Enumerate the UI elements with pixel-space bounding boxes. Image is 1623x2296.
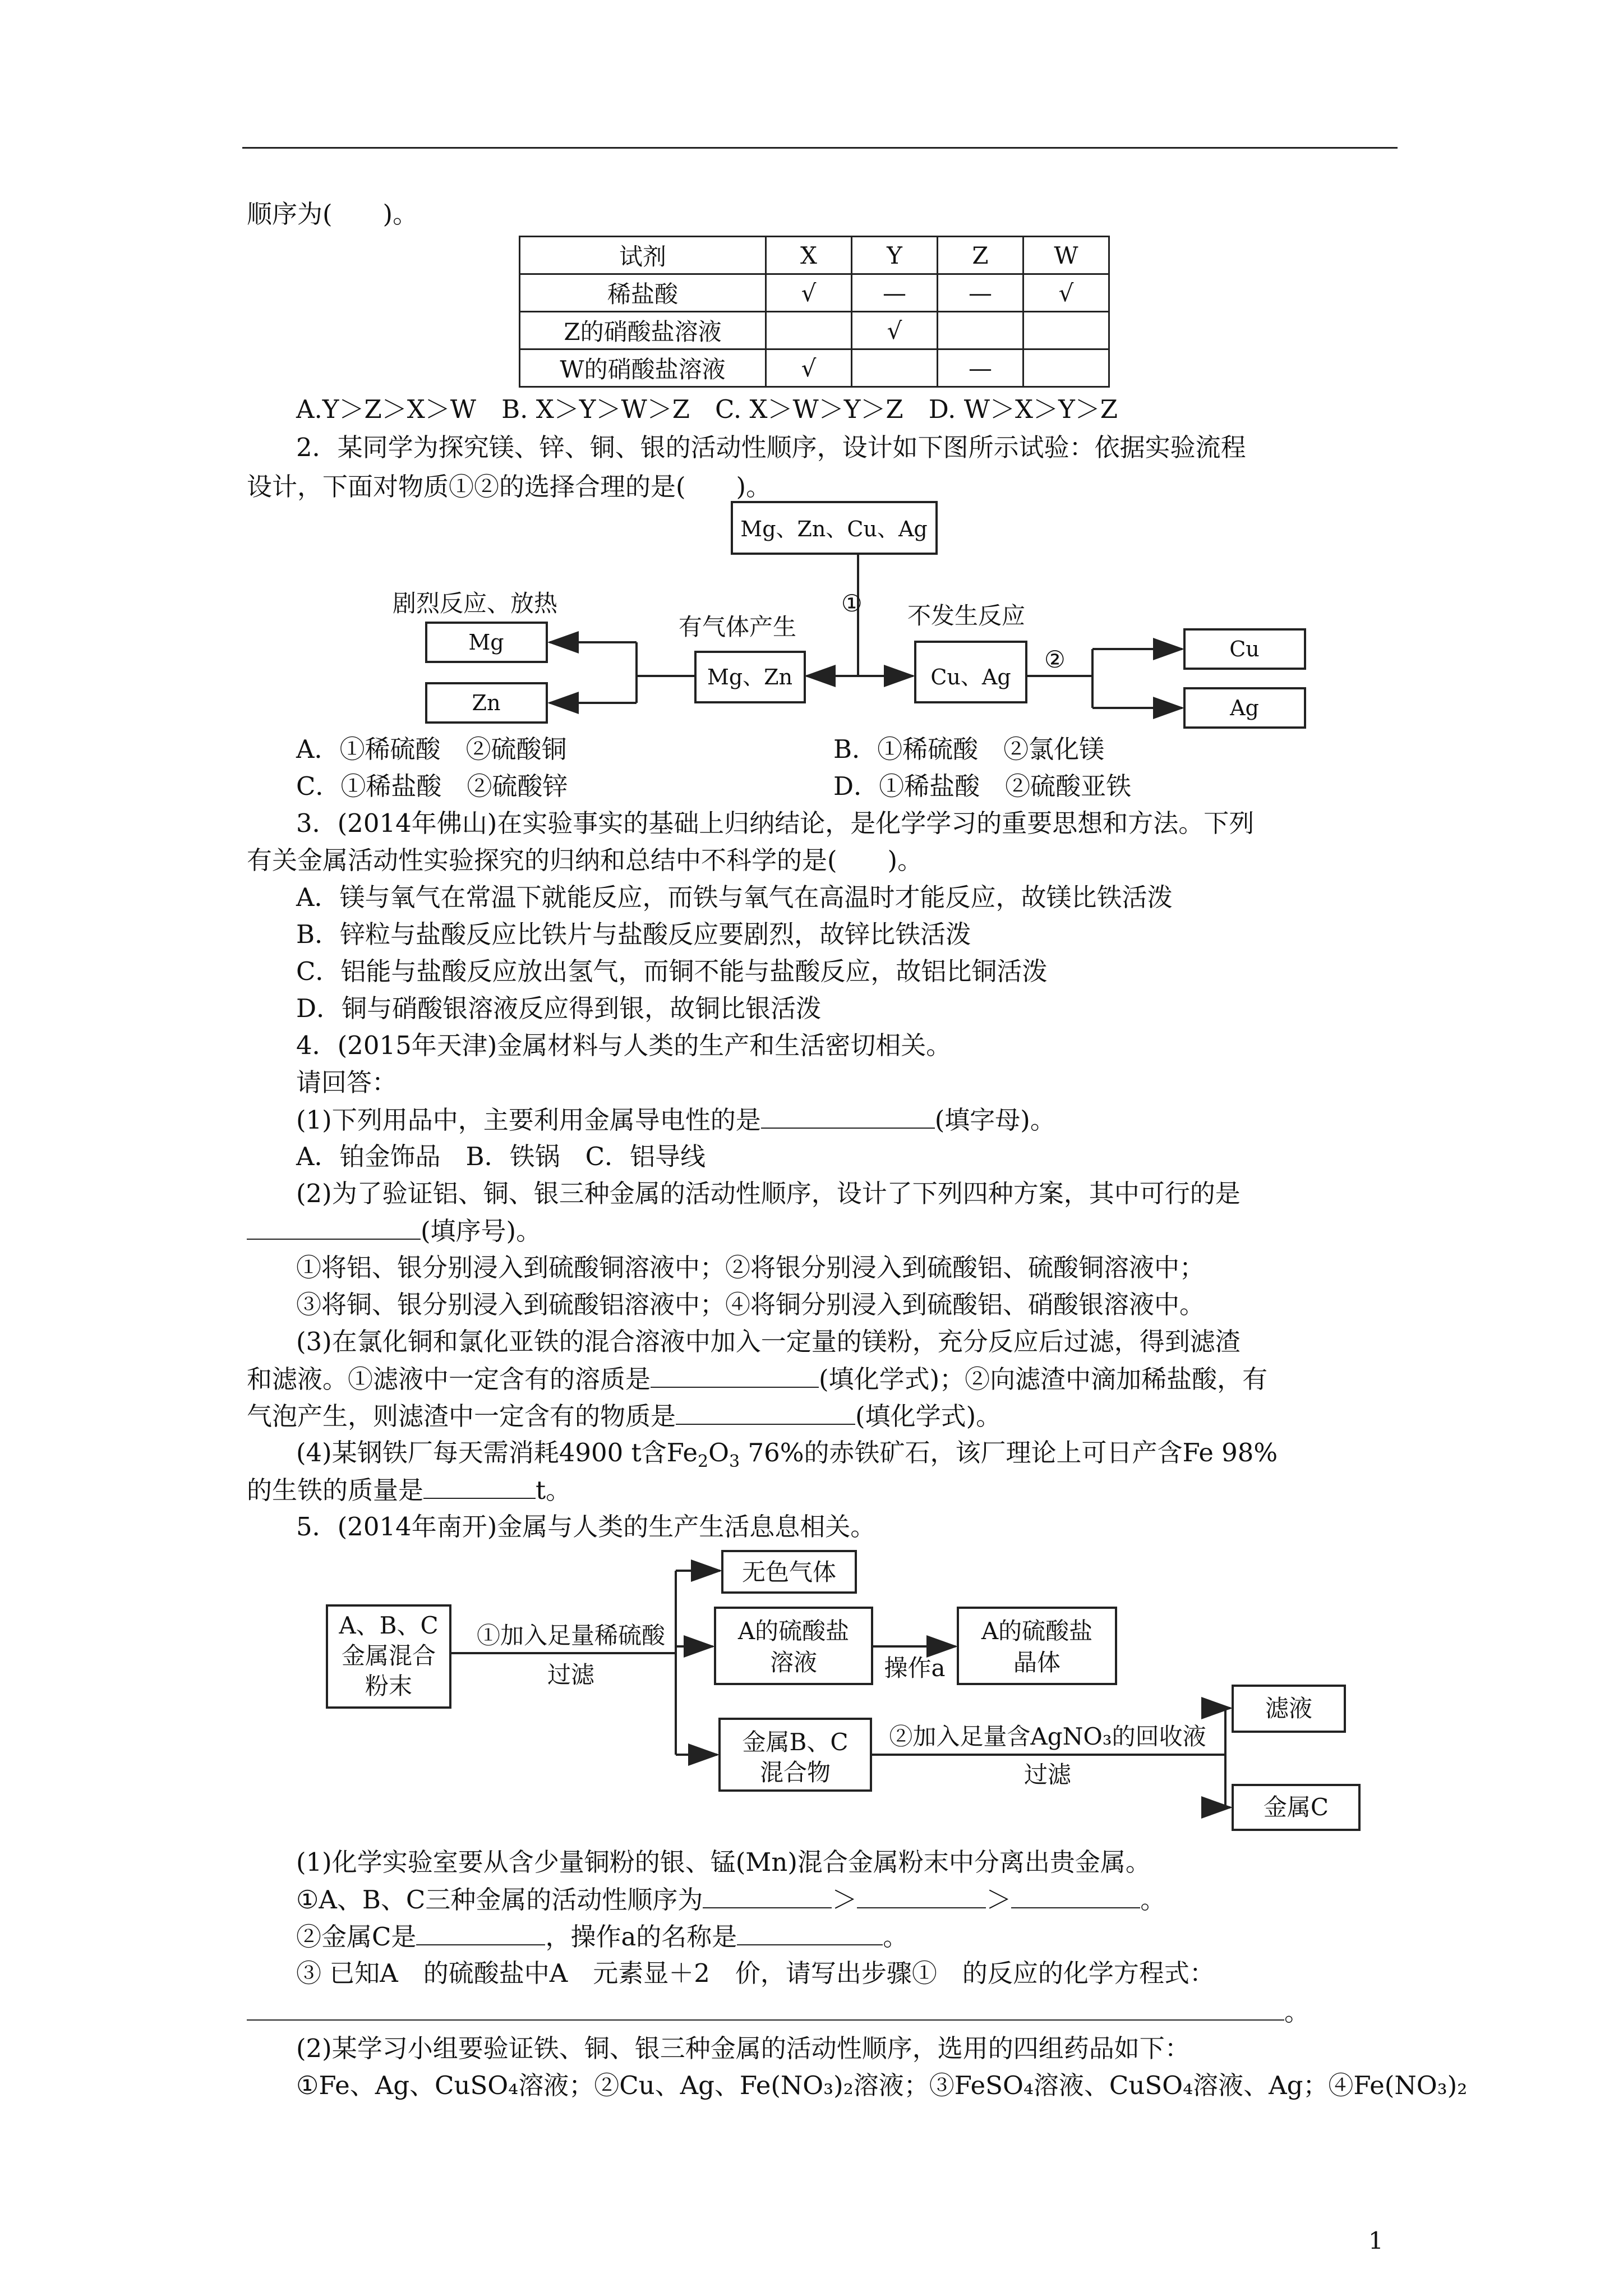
diagram-label: 晶体 [1013, 1649, 1061, 1676]
diagram-label: 过滤 [547, 1661, 595, 1688]
q5-part2: (2)某学习小组要验证铁、铜、银三种金属的活动性顺序，选用的四组药品如下： [296, 2033, 1190, 2063]
diagram-label: 粉末 [365, 1672, 413, 1700]
diagram-label: 操作a [884, 1654, 946, 1682]
greater-than-sign: ＞ [832, 1885, 857, 1915]
diagram-label: Zn [472, 691, 501, 715]
q4-part2-line1: (2)为了验证铝、铜、银三种金属的活动性顺序，设计了下列四种方案，其中可行的是 [296, 1179, 1241, 1208]
table-cell: W [1023, 237, 1109, 274]
q5-part1-ii-text: ②金属C是 [296, 1922, 417, 1952]
q4-part4-line1: (4)某钢铁厂每天需消耗4900 t含$Fe_2O_3$ 76%的赤铁矿石，该厂理论上可日产含Fe 98% [296, 1438, 1278, 1471]
diagram-label: 混合物 [759, 1759, 831, 1786]
q4-part2-tail: (填序号)。 [421, 1216, 542, 1246]
diagram-label: 无色气体 [741, 1558, 837, 1586]
q2-option-c: C．①稀盐酸 ②硫酸锌 [296, 771, 568, 801]
answer-blank[interactable] [247, 1995, 1284, 2021]
q4-part2-schemes2: ③将铜、银分别浸入到硫酸铝溶液中；④将铜分别浸入到硫酸铝、硝酸银溶液中。 [296, 1290, 1205, 1319]
diagram-label: 溶液 [769, 1649, 818, 1676]
q1-stem-tail: 顺序为( )。 [247, 199, 418, 229]
table-cell: √ [766, 349, 852, 387]
q4-stem: 4．(2015年天津)金属材料与人类的生产和生活密切相关。 [296, 1030, 952, 1060]
q3-option-b: B．锌粒与盐酸反应比铁片与盐酸反应要剧烈，故锌比铁活泼 [296, 919, 971, 949]
q4-part4-text: 76%的赤铁矿石，该厂理论上可日产含Fe 98% [740, 1438, 1278, 1467]
q4-ask: 请回答： [296, 1068, 398, 1097]
q3-stem-line1: 3．(2014年佛山)在实验事实的基础上归纳结论，是化学学习的重要思想和方法。下列 [296, 808, 1255, 838]
diagram-label: A的硫酸盐 [981, 1617, 1093, 1645]
diagram-label: 金属B、C [742, 1728, 849, 1756]
q5-part1-iii: ③ 已知A 的硫酸盐中A 元素显＋2 价，请写出步骤① 的反应的化学方程式： [296, 1958, 1215, 1988]
diagram-label: Cu [1229, 637, 1260, 661]
diagram-label: 金属混合 [341, 1642, 436, 1669]
q4-part1-tail: (填字母)。 [934, 1105, 1055, 1135]
table-cell: Z的硝酸盐溶液 [520, 312, 766, 349]
q2-option-d: D．①稀盐酸 ②硫酸亚铁 [833, 771, 1132, 801]
table-cell: √ [1023, 274, 1109, 312]
answer-blank[interactable] [416, 1920, 545, 1945]
q5-part1-ii-text: ，操作a的名称是 [545, 1922, 737, 1952]
q5-part1-ii-end: 。 [883, 1922, 909, 1952]
diagram-label: Mg、Zn [707, 665, 793, 689]
diagram-label: 过滤 [1023, 1761, 1072, 1788]
table-cell: √ [766, 274, 852, 312]
diagram-label: 金属C [1263, 1793, 1329, 1821]
q5-stem: 5．(2014年南开)金属与人类的生产生活息息相关。 [296, 1512, 876, 1542]
greater-than-sign: ＞ [986, 1885, 1012, 1915]
q3-stem-line2: 有关金属活动性实验探究的归纳和总结中不科学的是( )。 [247, 845, 923, 875]
q5-part1-iii-answer [247, 1995, 1310, 2029]
answer-blank[interactable] [1011, 1883, 1140, 1908]
q5-part1: (1)化学实验室要从含少量铜粉的银、锰(Mn)混合金属粉末中分离出贵金属。 [296, 1847, 1151, 1877]
table-cell: — [938, 349, 1023, 387]
diagram-label: Ag [1230, 696, 1259, 720]
q4-part1-text: (1)下列用品中，主要利用金属导电性的是 [296, 1105, 761, 1135]
q4-part4-text: 的生铁的质量是 [247, 1475, 424, 1505]
answer-blank[interactable] [737, 1920, 883, 1945]
q4-part3-text: 气泡产生，则滤渣中一定含有的物质是 [247, 1401, 676, 1431]
table-cell: √ [852, 312, 938, 349]
q1-options: A.Y＞Z＞X＞W B. X＞Y＞W＞Z C. X＞W＞Y＞Z D. W＞X＞Y＞Z [296, 394, 1118, 424]
diagram-label: A的硫酸盐 [737, 1617, 850, 1645]
table-cell: Z [938, 237, 1023, 274]
q2-stem-line1: 2．某同学为探究镁、锌、铜、银的活动性顺序，设计如下图所示试验：依据实验流程 [296, 432, 1246, 462]
table-cell: W的硝酸盐溶液 [520, 349, 766, 387]
table-cell: — [852, 274, 938, 312]
q4-part3-text: 和滤液。①滤液中一定含有的溶质是 [247, 1364, 651, 1394]
q5-part2-groups: ①Fe、Ag、CuSO₄溶液；②Cu、Ag、Fe(NO₃)₂溶液；③FeSO₄溶液、CuSO₄溶液、Ag；④Fe(NO₃)₂ [296, 2070, 1468, 2100]
q2-option-b: B．①稀硫酸 ②氯化镁 [833, 734, 1105, 764]
table-cell: X [766, 237, 852, 274]
q3-option-a: A．镁与氧气在常温下就能反应，而铁与氧气在高温时才能反应，故镁比铁活泼 [296, 882, 1173, 912]
q3-option-c: C．铝能与盐酸反应放出氢气，而铜不能与盐酸反应，故铝比铜活泼 [296, 956, 1048, 986]
diagram-label: Cu、Ag [930, 665, 1011, 689]
q2-stem-line2: 设计，下面对物质①②的选择合理的是( )。 [247, 472, 772, 501]
diagram-label: 剧烈反应、放热 [393, 590, 558, 617]
q3-option-d: D．铜与硝酸银溶液反应得到银，故铜比银活泼 [296, 993, 822, 1023]
diagram-label: ①加入足量稀硫酸 [476, 1622, 666, 1649]
page-number: 1 [1368, 2227, 1384, 2254]
table-cell: Y [852, 237, 938, 274]
diagram-label: ②加入足量含AgNO₃的回收液 [889, 1723, 1206, 1750]
q5-part1-i-end: 。 [1140, 1885, 1166, 1915]
q5-part1-i [296, 1883, 1165, 1917]
answer-blank[interactable] [857, 1883, 986, 1908]
diagram-label: ① [841, 590, 863, 617]
table-cell: 试剂 [520, 237, 766, 274]
q4-part3-text: (填化学式)；②向滤渣中滴加稀盐酸，有 [819, 1364, 1268, 1394]
q4-part4-text: O [708, 1438, 730, 1467]
q4-part4-tail: t。 [536, 1475, 571, 1505]
diagram-label: A、B、C [339, 1612, 439, 1639]
q4-part1-options: A．铂金饰品 B．铁锅 C．铝导线 [296, 1142, 706, 1171]
diagram-label: Mg [468, 630, 504, 655]
diagram-label: Mg、Zn、Cu、Ag [740, 517, 928, 541]
q4-part4-text: (4)某钢铁厂每天需消耗4900 t含Fe [296, 1438, 698, 1467]
q5-part1-ii [296, 1920, 908, 1954]
diagram-label: ② [1044, 646, 1066, 673]
table-cell: 稀盐酸 [520, 274, 766, 312]
q2-option-a: A．①稀硫酸 ②硫酸铜 [296, 734, 567, 764]
q4-part3-text: (填化学式)。 [855, 1401, 1002, 1431]
q4-part3-line1: (3)在氯化铜和氯化亚铁的混合溶液中加入一定量的镁粉，充分反应后过滤，得到滤渣 [296, 1327, 1241, 1356]
diagram-label: 滤液 [1265, 1695, 1313, 1722]
q4-part2-schemes1: ①将铝、银分别浸入到硫酸铜溶液中；②将银分别浸入到硫酸铝、硫酸铜溶液中； [296, 1253, 1205, 1282]
q5-part1-i-text: ①A、B、C三种金属的活动性顺序为 [296, 1885, 703, 1915]
table-cell: — [938, 274, 1023, 312]
diagram-label: 不发生反应 [907, 602, 1026, 629]
q5-part1-iii-end: 。 [1284, 1997, 1310, 2027]
diagram-label: 有气体产生 [679, 613, 797, 641]
answer-blank[interactable] [703, 1883, 832, 1908]
